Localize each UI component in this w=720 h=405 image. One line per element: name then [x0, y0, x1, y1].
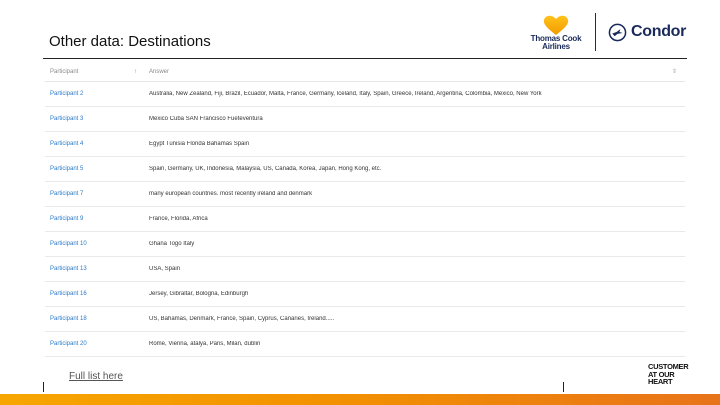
table-row — [45, 132, 685, 157]
table-row — [45, 207, 685, 232]
full-list-link[interactable]: Full list here — [69, 371, 123, 382]
participant-link[interactable]: Participant 3 — [50, 116, 84, 122]
sort-ascending-icon[interactable]: ↑ — [134, 68, 137, 75]
tagline-line-2: AT OUR — [648, 369, 675, 379]
participant-link[interactable]: Participant 2 — [50, 91, 84, 97]
table-row — [45, 157, 685, 182]
footer-brand-bar — [0, 394, 720, 405]
answer-cell: Australia, New Zealand, Fiji, Brazil, Ecuador, Malta, France, Germany, Iceland, Italy, Spain, Greece, Ireland, Argentina, Colombia, Mexico, New York — [149, 91, 542, 97]
airlines-wordmark: Airlines — [542, 42, 570, 51]
table-row — [45, 182, 685, 207]
table-row — [45, 307, 685, 332]
answer-cell: Egypt Tunisia Florida Bahamas Spain — [149, 141, 250, 147]
table-row — [45, 257, 685, 282]
answer-cell: many european countries. most recently ireland and denmark — [149, 191, 313, 197]
participant-link[interactable]: Participant 5 — [50, 166, 84, 172]
answer-cell: Spain, Germany, UK, Indonesia, Malaysia, US, Canada, Korea, Japan, Hong Kong, etc. — [149, 166, 382, 172]
answer-cell: Mexico Cuba SAN Francisco Fueteventura — [149, 116, 263, 122]
condor-bird-icon — [608, 23, 627, 42]
page-title: Other data: Destinations — [49, 33, 211, 50]
participant-link[interactable]: Participant 16 — [50, 291, 87, 297]
footer-tick-right — [563, 382, 564, 392]
table-row — [45, 232, 685, 257]
answer-cell: US, Bahamas, Denmark, France, Spain, Cyprus, Canaries, Ireland..... — [149, 316, 335, 322]
thomas-cook-wordmark: Thomas Cook — [530, 34, 582, 43]
tagline-line-3: HEART — [648, 377, 673, 386]
footer-tick-left — [43, 382, 44, 392]
table-row — [45, 107, 685, 132]
customer-at-our-heart-logo — [648, 363, 688, 386]
condor-logo — [608, 22, 686, 42]
title-divider — [43, 58, 687, 59]
thomas-cook-logo — [528, 14, 584, 54]
answers-table — [45, 62, 685, 357]
heart-icon — [543, 14, 569, 36]
participant-link[interactable]: Participant 20 — [50, 341, 87, 347]
answer-cell: Rome, Vienna, atalya, Paris, Milan, dublin — [149, 341, 261, 347]
table-row — [45, 82, 685, 107]
tagline-line-1: CUSTOMER — [648, 362, 689, 371]
table-row — [45, 332, 685, 357]
table-header — [45, 62, 685, 82]
answer-cell: USA, Spain — [149, 266, 181, 272]
participant-link[interactable]: Participant 18 — [50, 316, 87, 322]
table-row — [45, 282, 685, 307]
condor-wordmark: Condor — [631, 23, 687, 40]
participant-header-label: Participant — [50, 68, 79, 75]
answer-cell: Jersey, Gibraltar, Bologna, Edinburgh — [149, 291, 249, 297]
logo-divider — [595, 13, 596, 51]
answer-header-label: Answer — [149, 68, 170, 75]
participant-link[interactable]: Participant 9 — [50, 216, 84, 222]
participant-column-header[interactable] — [45, 62, 145, 81]
participant-link[interactable]: Participant 7 — [50, 191, 84, 197]
answer-column-header[interactable] — [145, 62, 685, 81]
answer-cell: Ghana Togo Italy — [149, 241, 195, 247]
participant-link[interactable]: Participant 4 — [50, 141, 84, 147]
participant-link[interactable]: Participant 10 — [50, 241, 87, 247]
participant-link[interactable]: Participant 13 — [50, 266, 87, 272]
sort-toggle-icon[interactable]: ⇕ — [671, 69, 677, 75]
answer-cell: France, Florida, Africa — [149, 216, 208, 222]
